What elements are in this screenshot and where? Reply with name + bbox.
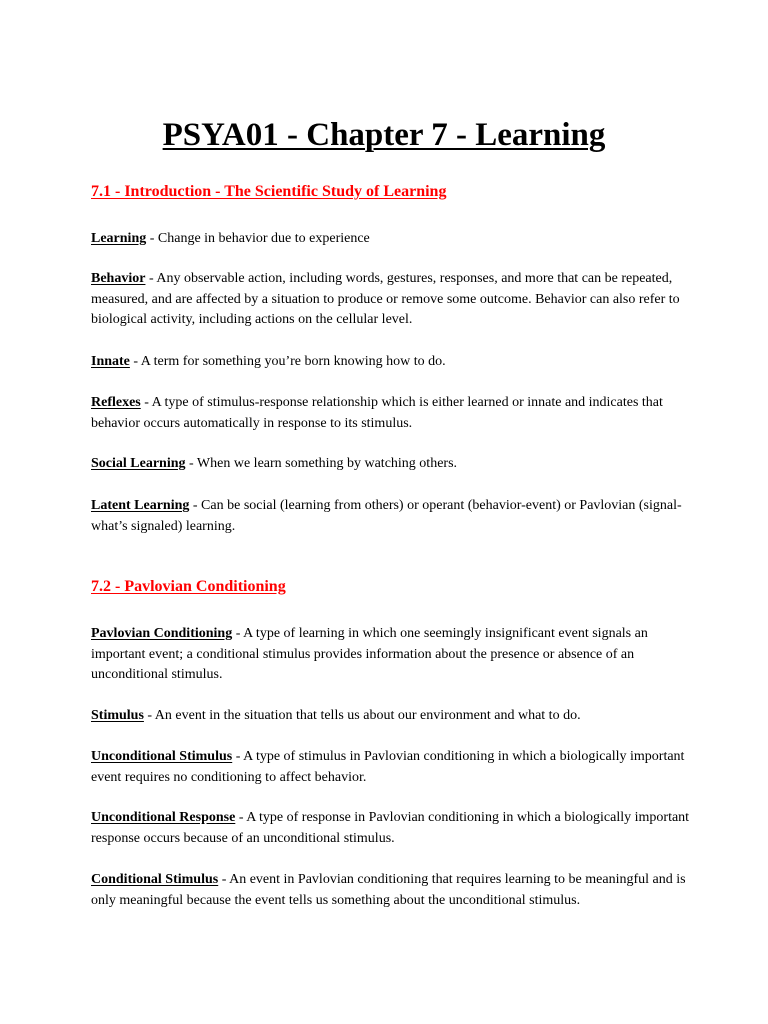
definition-text: - A type of response in Pavlovian conditioning in which a biologically important response occurs because of an unconditional stimulus. <box>91 810 690 846</box>
term-social-learning: Social Learning <box>91 456 186 471</box>
definition-entry-learning <box>91 229 691 250</box>
definition-text: - An event in the situation that tells us about our environment and what to do. <box>143 708 581 723</box>
section-heading-introduction: 7.1 - Introduction - The Scientific Study of Learning <box>91 183 447 200</box>
definition-text: - A term for something you’re born knowing how to do. <box>129 354 446 369</box>
term-unconditional-response: Unconditional Response <box>91 810 236 825</box>
term-innate: Innate <box>91 354 130 369</box>
definition-text: - When we learn something by watching others. <box>185 456 458 471</box>
term-unconditional-stimulus: Unconditional Stimulus <box>91 749 233 764</box>
definition-entry-reflexes <box>91 393 691 434</box>
definition-entry-unconditional-stimulus <box>91 747 691 788</box>
term-learning: Learning <box>91 231 147 246</box>
definition-text: - A type of stimulus-response relationship which is either learned or innate and indicates that behavior occurs automatically in response to its stimulus. <box>91 395 663 431</box>
term-behavior: Behavior <box>91 271 146 286</box>
term-pavlovian-conditioning: Pavlovian Conditioning <box>91 626 233 641</box>
term-reflexes: Reflexes <box>91 395 141 410</box>
definition-entry-behavior <box>91 269 691 331</box>
definition-entry-stimulus <box>91 706 691 727</box>
definition-text: - An event in Pavlovian conditioning that requires learning to be meaningful and is only meaningful because the event tells us something about the unconditional stimulus. <box>91 872 686 908</box>
definition-text: - A type of stimulus in Pavlovian conditioning in which a biologically important event requires no conditioning to affect behavior. <box>91 749 685 785</box>
section-heading-pavlovian-conditioning: 7.2 - Pavlovian Conditioning <box>91 578 286 595</box>
definition-text: - Any observable action, including words, gestures, responses, and more that can be repeated, measured, and are affected by a situation to produce or remove some outcome. Behavior can also refer to biological activity, including actions on the cellular level. <box>91 271 680 328</box>
definition-entry-social-learning <box>91 454 691 475</box>
definition-entry-pavlovian-conditioning <box>91 624 691 686</box>
term-stimulus: Stimulus <box>91 708 144 723</box>
definition-text: - A type of learning in which one seemingly insignificant event signals an important event; a conditional stimulus provides information about the presence or absence of an unconditional stimulus. <box>91 626 648 683</box>
definition-entry-conditional-stimulus <box>91 870 691 911</box>
page-title: PSYA01 - Chapter 7 - Learning <box>162 117 606 154</box>
definition-entry-innate <box>91 352 691 373</box>
definition-text: - Change in behavior due to experience <box>146 231 370 246</box>
definition-entry-unconditional-response <box>91 808 691 849</box>
term-conditional-stimulus: Conditional Stimulus <box>91 872 219 887</box>
term-latent-learning: Latent Learning <box>91 498 190 513</box>
definition-entry-latent-learning <box>91 496 691 537</box>
definition-text: - Can be social (learning from others) or operant (behavior-event) or Pavlovian (signal-what’s signaled) learning. <box>91 498 682 534</box>
